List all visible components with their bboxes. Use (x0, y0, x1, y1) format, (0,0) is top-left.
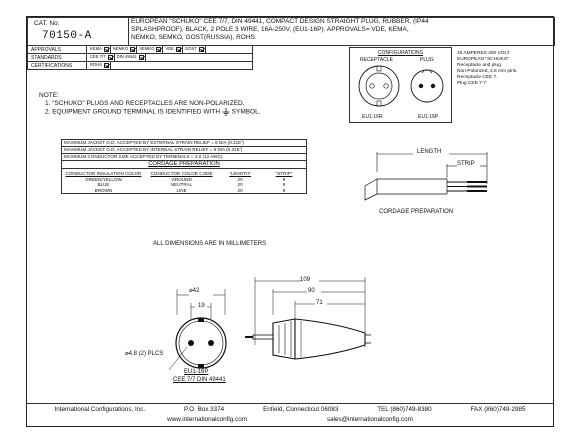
col-strip: "STRIP" (275, 171, 293, 176)
telephone: TEL (860)749-8380 (377, 406, 432, 413)
footer-contact-row (27, 406, 553, 413)
dimensions-note: ALL DIMENSIONS ARE IN MILLIMETERS (153, 241, 267, 247)
approval-item (137, 45, 163, 53)
checkbox-icon[interactable] (139, 55, 144, 60)
approvals-list (88, 45, 206, 53)
po-box: P.O. Box 3374 (184, 406, 225, 413)
dim-42-value: 42 (192, 288, 200, 294)
configurations-box (349, 47, 452, 123)
checkbox-icon[interactable] (108, 55, 113, 60)
plug-face-icon (411, 70, 443, 102)
plug-side-view (235, 275, 375, 365)
length-label: LENGTH (417, 149, 442, 155)
configurations-title: CONFIGURATIONS (378, 50, 423, 56)
checkbox-icon[interactable] (104, 47, 109, 52)
footer (27, 403, 553, 427)
cell-code: NEUTRAL (170, 182, 193, 188)
certifications-label: CERTIFICATIONS (31, 63, 73, 69)
certifications-list (88, 61, 111, 69)
ground-symbol-icon (222, 108, 230, 116)
email-link[interactable]: sales@internationalconfig.com (326, 416, 413, 423)
cell-insulation: BLUE (97, 182, 110, 188)
dim-109-label: 109 (300, 277, 311, 283)
notes-section (39, 92, 261, 117)
configurations-faces (352, 64, 450, 110)
plug-standard-label: CEE 7/7 DIN 49441 (173, 377, 226, 383)
plug-label: PLUG (420, 57, 434, 63)
cell-strip: 8 (282, 187, 286, 193)
note-2-text: 2. EQUIPMENT GROUND TERMINAL IS IDENTIFIED WITH (45, 108, 221, 116)
cell-code: LINE (176, 187, 187, 193)
certification-item (88, 61, 111, 69)
checkbox-icon[interactable] (130, 47, 135, 52)
approval-item-label: SEMKO (139, 46, 155, 51)
table-row (62, 188, 306, 194)
fax: FAX (860)749-2985 (470, 406, 526, 413)
rating-line: Non-Polarized, 4.8 mm pins. (457, 69, 518, 74)
cordage-title: CORDAGE PREPARATION (62, 161, 306, 169)
dim-19-label: 19 (198, 303, 205, 309)
jacket-line: MAXIMUM JACKET O.D. ACCEPTED BY EXTERNAL STRAIN RELIEF = 8 DIA (0.315") (62, 140, 306, 147)
pin-note: ⌀4.8 (2) PLCS (125, 351, 164, 357)
address: Enfield, Connecticut 06083 (263, 406, 339, 413)
approval-item-label: VDE (165, 46, 174, 51)
plug-code-label: EU1-16P (184, 369, 209, 375)
approval-item-label: KEMA (90, 46, 102, 51)
notes-title: NOTE: (39, 92, 59, 99)
drawing-sheet (26, 16, 554, 427)
approval-item-label: NEMKO (112, 46, 129, 51)
checkbox-icon[interactable] (104, 63, 109, 68)
receptacle-label: RECEPTACLE (360, 57, 393, 63)
approval-item (88, 45, 111, 53)
standard-item-label: CEE 7/7 (90, 54, 106, 59)
cell-length: 20 (237, 187, 243, 193)
checkbox-icon[interactable] (176, 47, 181, 52)
product-description: EUROPEAN "SCHUKO" CEE 7/7, DIN 49441, COMPACT DESIGN STRAIGHT PLUG, RUBBER, (IP44 SPLASHPROOF), BLACK, 2 POLE 3 WIRE, 16A-250V, (EU1-16P). APPROVALS= VDE, KEMA, NEMKO, SEMKO, GOST(RUSSIA), ROHS. (131, 18, 429, 42)
rating-line: Receptacle CEE 7. (457, 75, 498, 80)
col-insulation-color: CONDUCTOR INSULATION COLOR (65, 171, 142, 176)
note-2-suffix: SYMBOL. (231, 108, 261, 116)
certification-item-label: ROHS (90, 62, 103, 67)
standards-label: STANDARDS (31, 55, 62, 61)
checkbox-icon[interactable] (199, 47, 204, 52)
website-link[interactable]: www.internationalconfig.com (167, 416, 247, 423)
approval-item (183, 45, 206, 53)
cell-length: 20 (237, 176, 243, 182)
cell-code: GROUND (171, 176, 192, 182)
jacket-line: MAXIMUM JACKET O.D. ACCEPTED BY INTERNAL STRAIN RELIEF = 8 DIA (0.315") (62, 147, 306, 154)
jacket-line: MAXIMUM CONDUCTOR SIZE ACCEPTED BY TERMINALS = 4.0 (12 AWG) (62, 154, 306, 161)
cell-strip: 8 (282, 182, 286, 188)
receptacle-code: EU1-16R (362, 114, 383, 120)
rating-line: 16 AMPERES 250 VOLT (457, 51, 510, 56)
standard-item-label: DIN 49441 (116, 54, 137, 59)
catalog-number: 70150-A (42, 30, 92, 42)
catalog-label: CAT. No. (34, 20, 60, 27)
cordage-table-box (61, 139, 307, 194)
rating-line: Plug CEE 7-7. (457, 81, 488, 86)
catalog-number-cell (27, 17, 129, 46)
cell-length: 20 (237, 182, 243, 188)
rating-line: Receptacle and plug. (457, 63, 503, 68)
approval-item (111, 45, 137, 53)
cordage-table (62, 169, 306, 193)
cell-strip: 8 (282, 176, 286, 182)
footer-web-row (27, 416, 553, 423)
receptacle-face-icon (359, 66, 399, 106)
standard-item (88, 53, 115, 61)
checkbox-icon[interactable] (156, 47, 161, 52)
strip-label: STRIP (457, 161, 475, 167)
rating-line: EUROPEAN "SCHUKO" (457, 57, 510, 62)
company-name: International Configurations, Inc. (54, 406, 146, 413)
cordage-caption: CORDAGE PREPARATION (379, 209, 454, 215)
dim-42-label: ⌀42 (189, 288, 200, 294)
standards-list (88, 53, 146, 61)
certifications-label-cell (27, 61, 87, 70)
approval-item-label: GOST (184, 46, 197, 51)
approval-item (163, 45, 183, 53)
cell-insulation: BROWN (94, 187, 113, 193)
rating-note (457, 51, 553, 87)
note-2 (39, 108, 261, 117)
approvals-label: APPROVALS (31, 47, 61, 53)
cell-insulation: GREEN/YELLOW (85, 176, 122, 182)
pin-note-text: 4.8 (2) PLCS (128, 351, 164, 357)
note-1: 1. "SCHUKO" PLUGS AND RECEPTACLES ARE NON-POLARIZED. (45, 100, 245, 107)
plug-code: EU1-16P (418, 114, 439, 120)
dim-71-label: 71 (316, 300, 323, 306)
standard-item (115, 53, 146, 61)
col-length: "LENGTH" (229, 171, 252, 176)
dim-90-label: 90 (308, 288, 315, 294)
col-color-code: CONDUCTOR COLOR CODE (150, 171, 213, 176)
